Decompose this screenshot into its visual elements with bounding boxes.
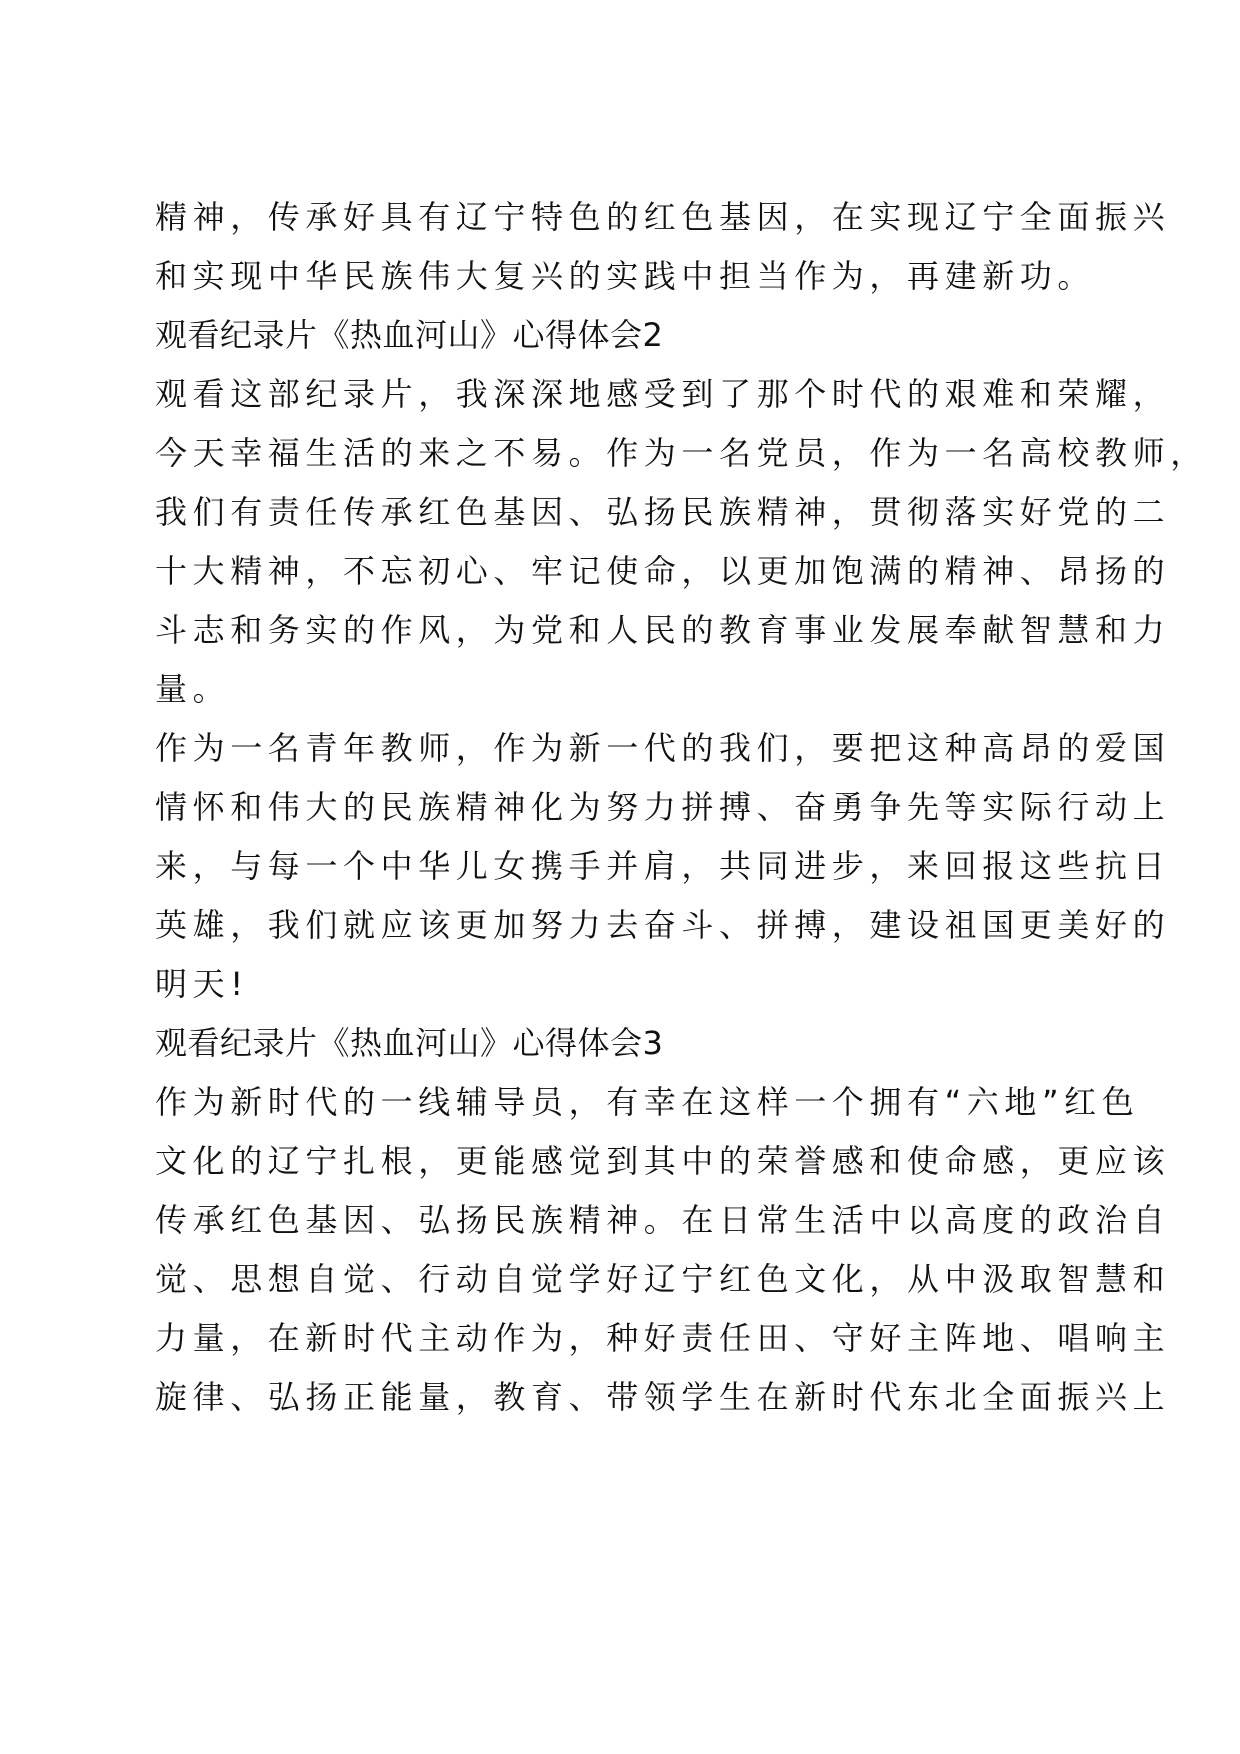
document-body [155, 188, 1208, 1427]
paragraph-line: 精神，传承好具有辽宁特色的红色基因，在实现辽宁全面振兴 [155, 198, 1171, 236]
paragraph-line: 今天幸福生活的来之不易。作为一名党员，作为一名高校教师， [155, 434, 1208, 472]
paragraph-line: 斗志和务实的作风，为党和人民的教育事业发展奉献智慧和力 [155, 611, 1171, 649]
section-heading: 观看纪录片《热血河山》心得体会2 [155, 316, 664, 354]
paragraph-line: 和实现中华民族伟大复兴的实践中担当作为，再建新功。 [155, 257, 1096, 295]
paragraph-line: 作为新时代的一线辅导员，有幸在这样一个拥有“六地”红色 [155, 1083, 1140, 1121]
paragraph-line: 来，与每一个中华儿女携手并肩，共同进步，来回报这些抗日 [155, 847, 1171, 885]
paragraph-line: 我们有责任传承红色基因、弘扬民族精神，贯彻落实好党的二 [155, 493, 1171, 531]
paragraph-line: 力量，在新时代主动作为，种好责任田、守好主阵地、唱响主 [155, 1319, 1171, 1357]
paragraph-line: 情怀和伟大的民族精神化为努力拼搏、奋勇争先等实际行动上 [155, 788, 1171, 826]
paragraph-line: 十大精神，不忘初心、牢记使命，以更加饱满的精神、昂扬的 [155, 552, 1171, 590]
paragraph-line: 量。 [155, 670, 231, 708]
paragraph-line: 观看这部纪录片，我深深地感受到了那个时代的艰难和荣耀， [155, 375, 1171, 413]
paragraph-line: 旋律、弘扬正能量，教育、带领学生在新时代东北全面振兴上 [155, 1378, 1171, 1416]
paragraph-line: 文化的辽宁扎根，更能感觉到其中的荣誉感和使命感，更应该 [155, 1142, 1171, 1180]
paragraph-line: 传承红色基因、弘扬民族精神。在日常生活中以高度的政治自 [155, 1201, 1171, 1239]
paragraph-line: 作为一名青年教师，作为新一代的我们，要把这种高昂的爱国 [155, 729, 1171, 767]
paragraph-line: 觉、思想自觉、行动自觉学好辽宁红色文化，从中汲取智慧和 [155, 1260, 1171, 1298]
paragraph-line: 明天! [155, 965, 249, 1003]
paragraph-line: 英雄，我们就应该更加努力去奋斗、拼搏，建设祖国更美好的 [155, 906, 1171, 944]
section-heading: 观看纪录片《热血河山》心得体会3 [155, 1024, 664, 1062]
